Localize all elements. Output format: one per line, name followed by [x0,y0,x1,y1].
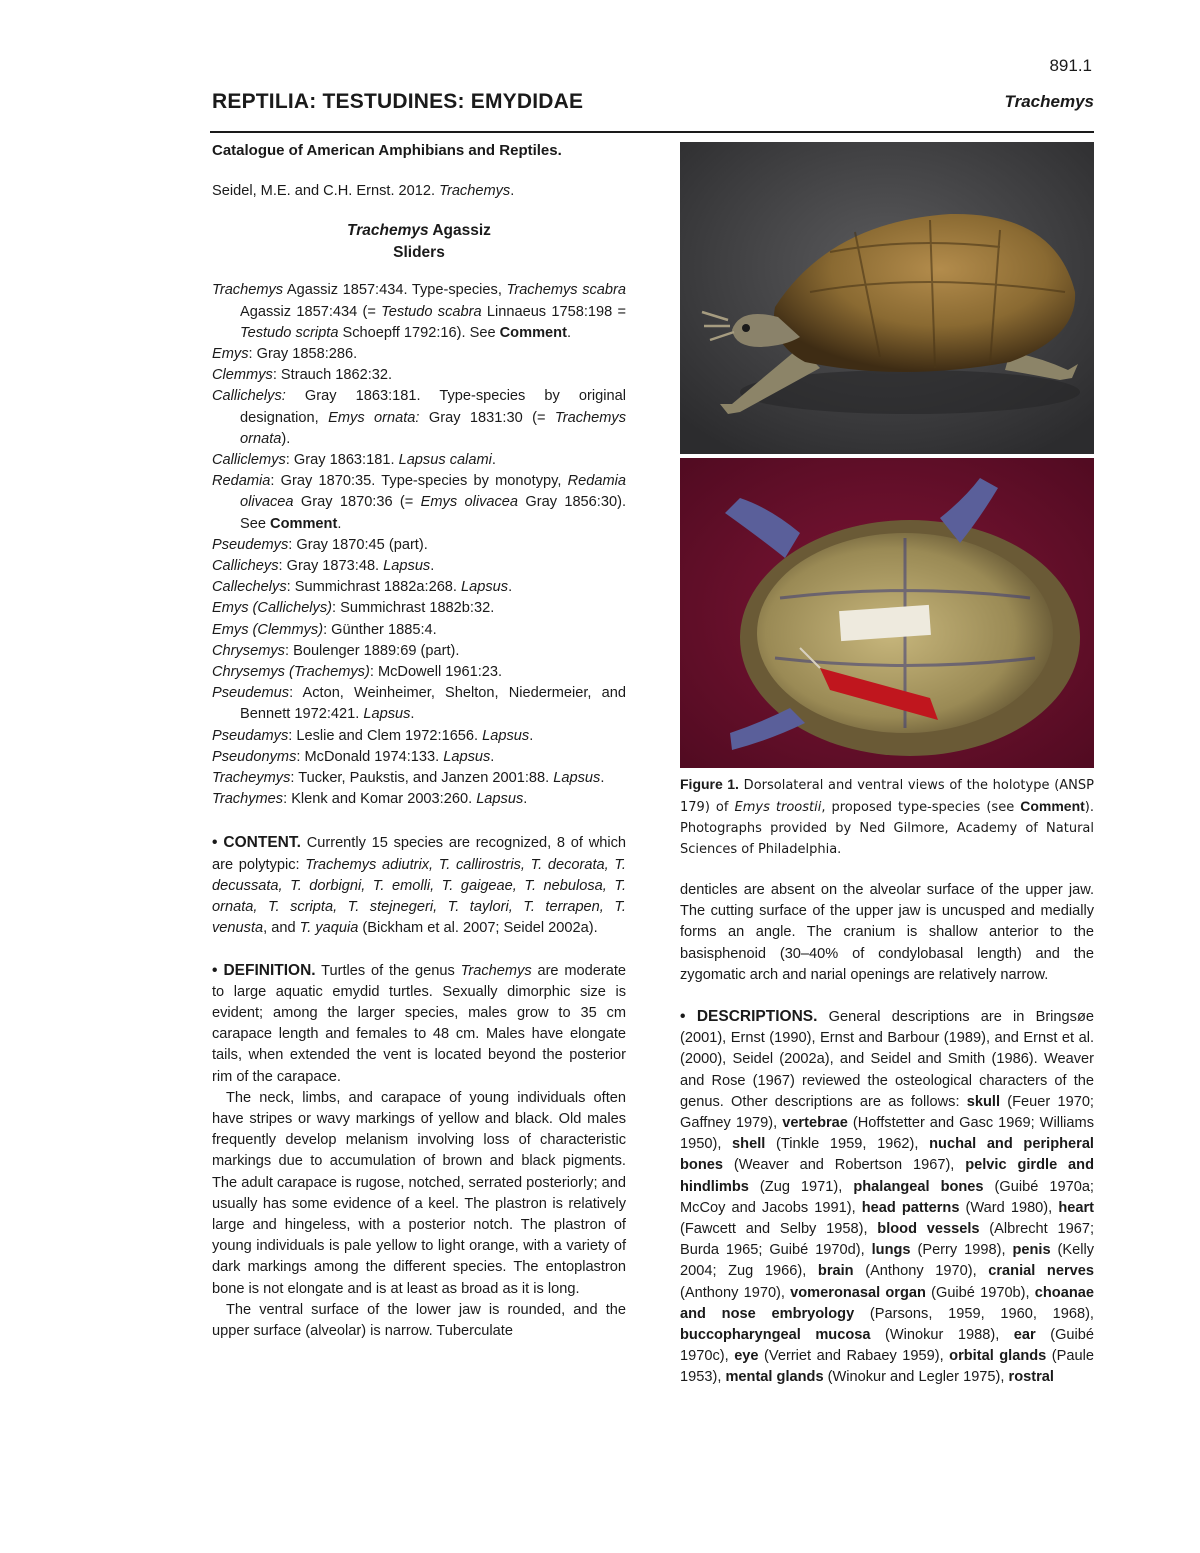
description-text: (Kelly 2004; Zug 1966), [680,1242,1094,1280]
running-genus: Trachemys [1004,92,1094,111]
description-text: (Anthony 1970), [853,1263,989,1280]
description-term: vertebrae [782,1115,848,1132]
description-term: eye [734,1348,759,1365]
descriptions-body [680,1009,1094,1385]
synonymy-entry: Calliclemys: Gray 1863:181. Lapsus calami. [212,452,496,469]
header-rule [210,131,1094,133]
description-term: ear [1013,1327,1036,1344]
synonymy-entry: Callichelys: Gray 1863:181. Type-species by original designation, Emys ornata: Gray 1831:30 (= Trachemys ornata). [212,388,626,447]
description-text: (Feuer 1970; Gaffney 1979), [680,1093,1094,1132]
figure-photo-ventral [680,458,1094,768]
description-text: (Winokur 1988), [870,1327,1014,1344]
description-text: (Verriet and Rabaey 1959), [758,1348,950,1365]
descriptions-section [680,1006,1094,1389]
synonymy-entry: Clemmys: Strauch 1862:32. [212,367,393,384]
definition-heading: • DEFINITION. [212,961,316,979]
synonymy-entry: Emys (Callichelys): Summichrast 1882b:32. [212,600,495,617]
descriptions-heading: • DESCRIPTIONS. [680,1008,818,1026]
turtle-ventral-illustration [680,458,1094,768]
description-term: orbital glands [949,1348,1047,1365]
description-term: shell [732,1136,766,1153]
synonymy-entry: Tracheymys: Tucker, Paukstis, and Janzen 2001:88. Lapsus. [212,770,605,787]
definition-paragraph: The ventral surface of the lower jaw is rounded, and the upper surface (alveolar) is narrow. Tuberculate [212,1301,626,1339]
description-text: (Guibé 1970a; McCoy and Jacobs 1991), [680,1178,1094,1216]
description-term: mental glands [725,1369,824,1386]
description-term: head patterns [861,1199,960,1216]
right-column [680,880,1094,1389]
page-title: REPTILIA: TESTUDINES: EMYDIDAE [212,90,584,113]
description-term: lungs [871,1242,911,1259]
definition-section: • DEFINITION. Turtles of the genus Trachemys are moderate to large aquatic emydid turtles. Sexually dimorphic size is evident; among the larger species, males grow to 35 cm carapace length and females to 48 cm. Males have elongate tails, when extended the vent is located beyond the posterior rim of the carapace. [212,961,626,1085]
catalogue-title: Catalogue of American Amphibians and Reptiles. [212,142,562,159]
content-heading: • CONTENT. [212,834,301,852]
description-text: (Parsons, 1959, 1960, 1968), [854,1305,1094,1322]
genus-author: Agassiz [428,222,491,240]
description-text: (Hoffstetter and Gasc 1969; Williams 1950), [680,1115,1094,1153]
synonymy-entry: Redamia: Gray 1870:35. Type-species by monotypy, Redamia olivacea Gray 1870:36 (= Emys olivacea Gray 1856:30). See Comment. [212,473,626,532]
description-text: (Zug 1971), [748,1178,854,1195]
page-number: 891.1 [1049,56,1092,75]
description-term: blood vessels [877,1221,980,1238]
figure-label: Figure 1. [680,776,739,792]
description-text: (Ward 1980), [959,1199,1059,1216]
description-term: rostral [1008,1369,1054,1386]
content-section: • CONTENT. Currently 15 species are recognized, 8 of which are polytypic: Trachemys adiutrix, T. callirostris, T. decorata, T. decussata, T. dorbigni, T. emolli, T. gaigeae, T. nebulosa, T. ornata, T. scripta, T. stejnegeri, T. taylori, T. terrapen, T. venusta, and T. yaquia (Bickham et al. 2007; Seidel 2002a). [212,834,626,937]
description-text: (Guibé 1970b), [925,1284,1035,1301]
description-term: buccopharyngeal mucosa [680,1327,871,1344]
description-term: cranial nerves [988,1263,1094,1280]
description-term: pelvic girdle and hindlimbs [680,1157,1094,1195]
synonymy-list [212,280,626,810]
description-term: skull [966,1093,1001,1110]
synonymy-entry: Pseudemus: Acton, Weinheimer, Shelton, Niedermeier, and Bennett 1972:421. Lapsus. [212,685,626,723]
turtle-dorsolateral-illustration [680,142,1094,454]
synonymy-entry: Callechelys: Summichrast 1882a:268. Lapsus. [212,579,513,596]
citation-authors: Seidel, M.E. and C.H. Ernst. 2012. [212,183,440,200]
genus-heading [212,220,626,264]
description-text: General descriptions are in Bringsøe (2001), Ernst (1990), Ernst and Barbour (1989), and Ernst et al. (2000), Seidel (2002a), and Seidel and Smith (1986). Weaver and Rose (1967) reviewed the osteological characters of the genus. Other descriptions are as follows: [680,1009,1094,1110]
citation-end: . [510,183,515,200]
description-term: heart [1058,1199,1094,1216]
common-name: Sliders [393,244,445,262]
description-text: (Perry 1998), [910,1242,1013,1259]
synonymy-entry: Pseudemys: Gray 1870:45 (part). [212,536,428,553]
synonymy-entry: Pseudamys: Leslie and Clem 1972:1656. Lapsus. [212,727,534,744]
figure-photo-dorsolateral [680,142,1094,454]
definition-paragraph: The neck, limbs, and carapace of young individuals often have stripes or wavy markings of yellow and black. Old males frequently develop melanism involving loss of characteristic markings due to accumulation of brown and black pigments. The adult carapace is rugose, notched, serrated posteriorly; and usually has some evidence of a keel. The plastron is relatively large and hingeless, with a posterior notch. The plastron of young individuals is pale yellow to light orange, with a variety of dark markings among the different species. The entoplastron bone is not elongate and is at least as broad as it is long. [212,1089,626,1297]
synonymy-entry: Trachymes: Klenk and Komar 2003:260. Lapsus. [212,791,528,808]
synonymy-entry: Trachemys Agassiz 1857:434. Type-species, Trachemys scabra Agassiz 1857:434 (= Testudo scabra Linnaeus 1758:198 = Testudo scripta Schoepff 1792:16). See Comment. [212,282,627,341]
description-term: nuchal and peripheral bones [680,1136,1094,1174]
synonymy-entry: Emys (Clemmys): Günther 1885:4. [212,621,437,638]
description-text: (Guibé 1970c), [680,1327,1095,1365]
description-text: (Fawcett and Selby 1958), [680,1221,878,1238]
description-term: penis [1012,1242,1051,1259]
synonymy-entry: Callicheys: Gray 1873:48. Lapsus. [212,558,435,575]
description-term: choanae and nose embryology [680,1284,1094,1322]
definition-continued: denticles are absent on the alveolar surface of the upper jaw. The cutting surface of the upper jaw is uncusped and medially forms an angle. The cranium is shallow anterior to the basisphenoid (30–40% of condylobasal length) and the zygomatic arch and narial openings are relatively narrow. [680,882,1094,983]
citation [212,181,626,202]
description-text: (Anthony 1970), [680,1284,791,1301]
synonymy-entry: Pseudonyms: McDonald 1974:133. Lapsus. [212,748,495,765]
left-column [212,140,626,1342]
synonymy-entry: Emys: Gray 1858:286. [212,346,358,363]
synonymy-entry: Chrysemys: Boulenger 1889:69 (part). [212,642,460,659]
description-term: vomeronasal organ [790,1284,926,1301]
description-text: (Paule 1953), [680,1348,1094,1386]
synonymy-entry: Chrysemys (Trachemys): McDowell 1961:23. [212,664,503,681]
description-text: (Tinkle 1959, 1962), [765,1136,930,1153]
description-term: brain [817,1263,854,1280]
figure-caption: Figure 1. Dorsolateral and ventral views of the holotype (ANSP 179) of Emys troostii, proposed type-species (see Comment). Photographs provided by Ned Gilmore, Academy of Natural Sciences of Philadelphia. [680,776,1095,857]
description-text: (Weaver and Robertson 1967), [722,1157,966,1174]
description-term: phalangeal bones [853,1178,984,1195]
citation-genus: Trachemys [439,183,511,200]
genus-name: Trachemys [347,222,429,240]
description-text: (Albrecht 1967; Burda 1965; Guibé 1970d), [680,1221,1094,1259]
description-text: (Winokur and Legler 1975), [823,1369,1009,1386]
